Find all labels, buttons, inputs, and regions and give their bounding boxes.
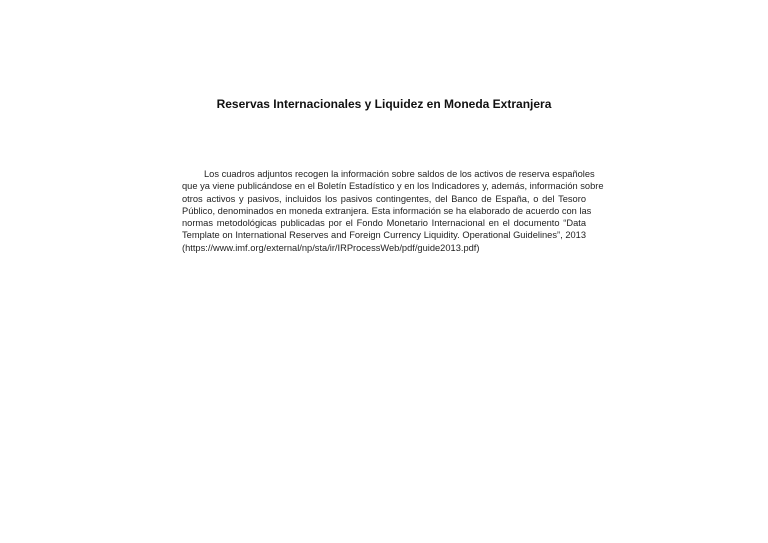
document-title: Reservas Internacionales y Liquidez en Moneda Extranjera	[216, 97, 552, 111]
paragraph-line: (https://www.imf.org/external/np/sta/ir/IRProcessWeb/pdf/guide2013.pdf)	[182, 242, 480, 253]
paragraph-line: Los cuadros adjuntos recogen la información sobre saldos de los activos de reserva españoles	[204, 169, 595, 179]
paragraph-line: Template on International Reserves and Foreign Currency Liquidity. Operational Guidelines”, 2013	[182, 230, 586, 241]
paragraph-line: Público, denominados en moneda extranjera. Esta información se ha elaborado de acuerdo con las	[182, 205, 592, 216]
paragraph-line: normas metodológicas publicadas por el Fondo Monetario Internacional en el documento “Data	[182, 218, 586, 229]
document-paragraph	[182, 168, 604, 254]
paragraph-line: que ya viene publicándose en el Boletín Estadístico y en los Indicadores y, además, información sobre	[182, 181, 604, 192]
paragraph-line: otros activos y pasivos, incluidos los pasivos contingentes, del Banco de España, o del Tesoro	[182, 193, 586, 204]
